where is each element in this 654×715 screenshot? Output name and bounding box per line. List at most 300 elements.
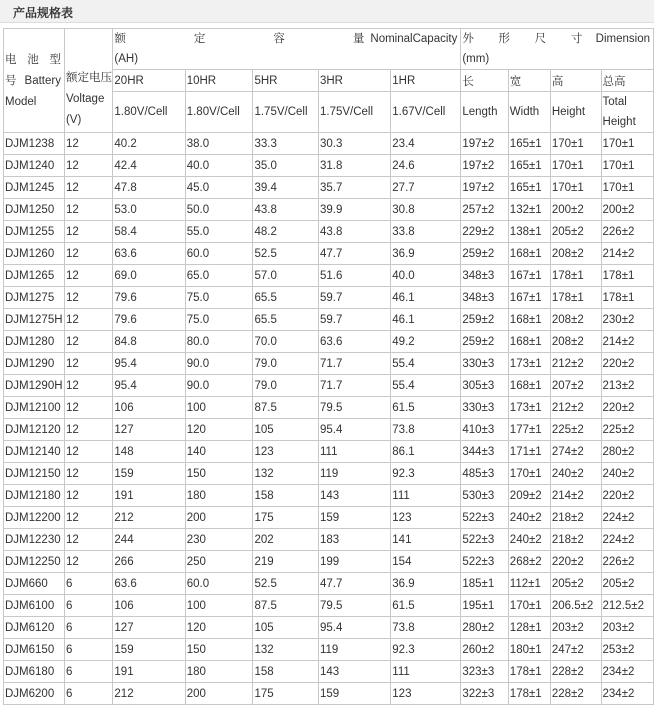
cell-cap-3hr: 199 [318,551,390,573]
cell-width: 170±1 [508,463,550,485]
cell-cap-3hr: 143 [318,661,390,683]
cell-height: 212±2 [550,397,601,419]
cell-cap-5hr: 175 [253,507,319,529]
cell-cap-10hr: 150 [185,463,253,485]
cell-cap-20hr: 191 [113,661,185,683]
cell-voltage: 6 [64,683,112,705]
cell-cap-1hr: 49.2 [391,331,461,353]
dim-width-cn: 宽 [508,70,550,92]
cell-cap-20hr: 159 [113,463,185,485]
cell-cap-10hr: 230 [185,529,253,551]
cell-cap-3hr: 51.6 [318,265,390,287]
cell-cap-5hr: 57.0 [253,265,319,287]
cell-length: 323±3 [461,661,508,683]
cell-cap-5hr: 219 [253,551,319,573]
cell-length: 229±2 [461,221,508,243]
cell-length: 410±3 [461,419,508,441]
cell-cap-5hr: 35.0 [253,155,319,177]
cell-model: DJM1290 [4,353,65,375]
cell-height: 212±2 [550,353,601,375]
table-row [4,375,654,397]
table-row [4,551,654,573]
cell-length: 344±3 [461,441,508,463]
cell-total-height: 253±2 [601,639,653,661]
cell-cap-3hr: 183 [318,529,390,551]
cell-length: 197±2 [461,155,508,177]
cell-model: DJM1255 [4,221,65,243]
cell-cap-10hr: 150 [185,639,253,661]
cell-cap-10hr: 45.0 [185,177,253,199]
cell-cap-20hr: 79.6 [113,309,185,331]
cell-cap-3hr: 79.5 [318,595,390,617]
cell-cap-3hr: 71.7 [318,353,390,375]
cell-cap-10hr: 60.0 [185,243,253,265]
cell-cap-3hr: 159 [318,507,390,529]
cell-voltage: 6 [64,639,112,661]
cell-cap-3hr: 111 [318,441,390,463]
cell-cap-10hr: 100 [185,397,253,419]
cell-width: 173±1 [508,397,550,419]
cell-height: 274±2 [550,441,601,463]
cell-total-height: 234±2 [601,661,653,683]
cell-width: 168±1 [508,375,550,397]
table-row [4,441,654,463]
cutoff-20hr: 1.80V/Cell [113,92,185,133]
cell-height: 240±2 [550,463,601,485]
cell-cap-1hr: 46.1 [391,287,461,309]
cell-cap-1hr: 73.8 [391,419,461,441]
cell-total-height: 170±1 [601,177,653,199]
cell-cap-1hr: 111 [391,661,461,683]
cell-cap-3hr: 31.8 [318,155,390,177]
cell-total-height: 203±2 [601,617,653,639]
cell-total-height: 213±2 [601,375,653,397]
cell-voltage: 12 [64,353,112,375]
cell-cap-20hr: 84.8 [113,331,185,353]
cell-model: DJM12100 [4,397,65,419]
cell-cap-20hr: 63.6 [113,573,185,595]
cell-voltage: 12 [64,397,112,419]
cutoff-1hr: 1.67V/Cell [391,92,461,133]
table-row [4,463,654,485]
cell-model: DJM12230 [4,529,65,551]
cell-cap-20hr: 212 [113,507,185,529]
table-row [4,595,654,617]
rate-10hr: 10HR [185,70,253,92]
cell-cap-10hr: 75.0 [185,287,253,309]
cell-cap-20hr: 47.8 [113,177,185,199]
cell-height: 170±1 [550,155,601,177]
cell-voltage: 6 [64,661,112,683]
cell-cap-10hr: 120 [185,419,253,441]
model-header-en: Model [5,96,37,108]
cell-cap-3hr: 63.6 [318,331,390,353]
cell-height: 203±2 [550,617,601,639]
cell-cap-20hr: 244 [113,529,185,551]
dim-length-cn: 长 [461,70,508,92]
rate-5hr: 5HR [253,70,319,92]
cell-total-height: 280±2 [601,441,653,463]
cell-cap-20hr: 40.2 [113,133,185,155]
cell-width: 165±1 [508,177,550,199]
table-row [4,661,654,683]
cell-cap-20hr: 69.0 [113,265,185,287]
cell-cap-5hr: 123 [253,441,319,463]
voltage-header: 额定电压 Voltage (V) [64,29,112,133]
cell-cap-5hr: 65.5 [253,287,319,309]
cell-cap-3hr: 47.7 [318,243,390,265]
cell-length: 259±2 [461,331,508,353]
cell-cap-5hr: 39.4 [253,177,319,199]
cell-voltage: 12 [64,463,112,485]
cell-model: DJM12140 [4,441,65,463]
cell-cap-1hr: 61.5 [391,595,461,617]
cell-length: 348±3 [461,287,508,309]
cell-cap-5hr: 202 [253,529,319,551]
model-header [4,29,65,133]
rate-3hr: 3HR [318,70,390,92]
dim-height-en: Height [550,92,601,133]
cell-width: 112±1 [508,573,550,595]
table-row [4,221,654,243]
cell-length: 280±2 [461,617,508,639]
cell-width: 177±1 [508,419,550,441]
cell-cap-5hr: 48.2 [253,221,319,243]
cell-length: 330±3 [461,397,508,419]
cell-cap-3hr: 59.7 [318,309,390,331]
cell-cap-10hr: 200 [185,507,253,529]
cell-cap-1hr: 123 [391,507,461,529]
cell-cap-10hr: 100 [185,595,253,617]
cell-model: DJM1240 [4,155,65,177]
cell-cap-20hr: 42.4 [113,155,185,177]
cell-height: 247±2 [550,639,601,661]
cell-cap-3hr: 119 [318,639,390,661]
cell-total-height: 240±2 [601,463,653,485]
cell-cap-5hr: 33.3 [253,133,319,155]
cell-length: 197±2 [461,177,508,199]
model-header-mixed: 号 Battery [5,75,61,87]
cell-length: 185±1 [461,573,508,595]
cell-total-height: 205±2 [601,573,653,595]
cell-total-height: 224±2 [601,507,653,529]
cell-width: 167±1 [508,287,550,309]
cell-cap-20hr: 53.0 [113,199,185,221]
dim-length-en: Length [461,92,508,133]
cell-cap-10hr: 250 [185,551,253,573]
cell-voltage: 12 [64,485,112,507]
cell-cap-1hr: 36.9 [391,573,461,595]
cell-cap-10hr: 80.0 [185,331,253,353]
cell-length: 195±1 [461,595,508,617]
cell-cap-20hr: 95.4 [113,375,185,397]
cell-cap-20hr: 95.4 [113,353,185,375]
cell-width: 171±1 [508,441,550,463]
cell-total-height: 170±1 [601,133,653,155]
cell-total-height: 234±2 [601,683,653,705]
cell-height: 228±2 [550,661,601,683]
dim-width-en: Width [508,92,550,133]
cell-cap-5hr: 105 [253,419,319,441]
cell-cap-1hr: 27.7 [391,177,461,199]
cell-height: 178±1 [550,287,601,309]
table-row [4,309,654,331]
table-row [4,177,654,199]
rate-20hr: 20HR [113,70,185,92]
cell-voltage: 12 [64,155,112,177]
cell-cap-20hr: 127 [113,419,185,441]
cell-total-height: 230±2 [601,309,653,331]
cell-voltage: 12 [64,133,112,155]
cell-cap-20hr: 212 [113,683,185,705]
cell-voltage: 12 [64,551,112,573]
cell-height: 208±2 [550,243,601,265]
cell-cap-20hr: 79.6 [113,287,185,309]
cell-length: 260±2 [461,639,508,661]
cell-cap-10hr: 65.0 [185,265,253,287]
cell-cap-20hr: 266 [113,551,185,573]
table-row [4,243,654,265]
cell-length: 305±3 [461,375,508,397]
cell-model: DJM6180 [4,661,65,683]
cell-cap-10hr: 90.0 [185,353,253,375]
cell-height: 170±1 [550,177,601,199]
cell-model: DJM1250 [4,199,65,221]
cell-width: 178±1 [508,683,550,705]
cell-width: 165±1 [508,155,550,177]
cell-model: DJM12200 [4,507,65,529]
cell-height: 205±2 [550,221,601,243]
cell-width: 138±1 [508,221,550,243]
cell-cap-5hr: 70.0 [253,331,319,353]
cell-cap-5hr: 87.5 [253,397,319,419]
table-row [4,639,654,661]
cell-cap-3hr: 95.4 [318,617,390,639]
cell-width: 209±2 [508,485,550,507]
cell-cap-3hr: 79.5 [318,397,390,419]
dim-total-height-cn: 总高 [601,70,653,92]
cell-cap-10hr: 200 [185,683,253,705]
cutoff-3hr: 1.75V/Cell [318,92,390,133]
cell-cap-1hr: 55.4 [391,375,461,397]
cell-total-height: 178±1 [601,287,653,309]
cell-cap-1hr: 73.8 [391,617,461,639]
cell-voltage: 12 [64,177,112,199]
cell-cap-20hr: 58.4 [113,221,185,243]
table-row [4,287,654,309]
cell-model: DJM1275H [4,309,65,331]
cell-cap-1hr: 33.8 [391,221,461,243]
cell-voltage: 6 [64,617,112,639]
cell-cap-10hr: 120 [185,617,253,639]
cell-cap-1hr: 30.8 [391,199,461,221]
cell-cap-1hr: 40.0 [391,265,461,287]
cell-cap-5hr: 79.0 [253,375,319,397]
cell-cap-5hr: 132 [253,639,319,661]
cell-cap-5hr: 79.0 [253,353,319,375]
cell-total-height: 212.5±2 [601,595,653,617]
cell-model: DJM6150 [4,639,65,661]
cell-cap-10hr: 40.0 [185,155,253,177]
table-row [4,507,654,529]
cell-model: DJM12180 [4,485,65,507]
cell-cap-20hr: 191 [113,485,185,507]
cell-voltage: 12 [64,375,112,397]
cell-voltage: 12 [64,331,112,353]
cell-height: 220±2 [550,551,601,573]
cell-cap-1hr: 61.5 [391,397,461,419]
cell-voltage: 12 [64,529,112,551]
cell-model: DJM6120 [4,617,65,639]
capacity-header: 额 定 容 量 Nominal Capacity (AH) [113,29,461,70]
table-row [4,617,654,639]
cell-length: 259±2 [461,309,508,331]
cell-height: 170±1 [550,133,601,155]
cell-width: 268±2 [508,551,550,573]
cell-length: 348±3 [461,265,508,287]
cell-voltage: 12 [64,309,112,331]
cell-total-height: 224±2 [601,529,653,551]
cell-cap-1hr: 23.4 [391,133,461,155]
cell-cap-5hr: 87.5 [253,595,319,617]
table-row [4,485,654,507]
cell-cap-3hr: 71.7 [318,375,390,397]
cell-total-height: 214±2 [601,331,653,353]
cell-total-height: 226±2 [601,221,653,243]
cell-voltage: 12 [64,507,112,529]
cell-cap-5hr: 65.5 [253,309,319,331]
cell-total-height: 226±2 [601,551,653,573]
cell-model: DJM1245 [4,177,65,199]
cell-total-height: 214±2 [601,243,653,265]
cell-height: 206.5±2 [550,595,601,617]
cell-width: 170±1 [508,595,550,617]
cell-cap-3hr: 43.8 [318,221,390,243]
spec-table [3,28,654,705]
rate-1hr: 1HR [391,70,461,92]
cell-voltage: 12 [64,199,112,221]
cell-voltage: 12 [64,419,112,441]
cell-cap-1hr: 92.3 [391,639,461,661]
cell-model: DJM6100 [4,595,65,617]
table-row [4,397,654,419]
cell-cap-3hr: 119 [318,463,390,485]
cell-width: 132±1 [508,199,550,221]
cell-cap-5hr: 175 [253,683,319,705]
cell-model: DJM1238 [4,133,65,155]
cell-total-height: 170±1 [601,155,653,177]
cell-total-height: 178±1 [601,265,653,287]
dim-total-height-en: Total Height [601,92,653,133]
cell-height: 205±2 [550,573,601,595]
cell-model: DJM12250 [4,551,65,573]
cell-width: 128±1 [508,617,550,639]
cell-cap-10hr: 180 [185,661,253,683]
cell-cap-10hr: 75.0 [185,309,253,331]
cell-model: DJM1275 [4,287,65,309]
cell-cap-1hr: 92.3 [391,463,461,485]
cell-total-height: 220±2 [601,397,653,419]
table-row [4,331,654,353]
cell-voltage: 12 [64,441,112,463]
cell-height: 208±2 [550,309,601,331]
model-header-cn: 电 池 型 [5,54,61,66]
cell-length: 257±2 [461,199,508,221]
cell-height: 228±2 [550,683,601,705]
cell-width: 165±1 [508,133,550,155]
cell-voltage: 12 [64,243,112,265]
cell-total-height: 225±2 [601,419,653,441]
cell-width: 168±1 [508,309,550,331]
cell-width: 168±1 [508,243,550,265]
page-title: 产品规格表 [13,6,74,20]
cell-height: 207±2 [550,375,601,397]
cell-length: 522±3 [461,529,508,551]
cell-voltage: 12 [64,221,112,243]
cell-cap-5hr: 52.5 [253,573,319,595]
cell-length: 485±3 [461,463,508,485]
cell-width: 168±1 [508,331,550,353]
cell-height: 225±2 [550,419,601,441]
table-row [4,529,654,551]
cutoff-10hr: 1.80V/Cell [185,92,253,133]
cell-cap-5hr: 158 [253,661,319,683]
cell-cap-1hr: 36.9 [391,243,461,265]
cell-length: 522±3 [461,507,508,529]
cell-cap-1hr: 86.1 [391,441,461,463]
table-row [4,683,654,705]
table-row [4,133,654,155]
cell-cap-10hr: 140 [185,441,253,463]
table-row [4,199,654,221]
cell-width: 240±2 [508,529,550,551]
cutoff-5hr: 1.75V/Cell [253,92,319,133]
cell-voltage: 12 [64,265,112,287]
cell-cap-5hr: 105 [253,617,319,639]
cell-voltage: 6 [64,573,112,595]
cell-cap-20hr: 127 [113,617,185,639]
cell-total-height: 220±2 [601,353,653,375]
cell-width: 178±1 [508,661,550,683]
cell-cap-10hr: 90.0 [185,375,253,397]
cell-width: 240±2 [508,507,550,529]
cell-width: 173±1 [508,353,550,375]
cell-cap-10hr: 180 [185,485,253,507]
cell-model: DJM6200 [4,683,65,705]
cell-total-height: 200±2 [601,199,653,221]
cell-height: 200±2 [550,199,601,221]
cell-width: 167±1 [508,265,550,287]
cell-model: DJM1290H [4,375,65,397]
cell-cap-1hr: 123 [391,683,461,705]
cell-cap-20hr: 159 [113,639,185,661]
dimension-header: 外 形 尺 寸 Dimension (mm) [461,29,654,70]
cell-height: 218±2 [550,529,601,551]
cell-height: 214±2 [550,485,601,507]
cell-cap-1hr: 111 [391,485,461,507]
cell-voltage: 6 [64,595,112,617]
cell-cap-10hr: 55.0 [185,221,253,243]
cell-cap-5hr: 52.5 [253,243,319,265]
cell-cap-3hr: 143 [318,485,390,507]
cell-length: 330±3 [461,353,508,375]
cell-length: 197±2 [461,133,508,155]
table-row [4,353,654,375]
cell-cap-1hr: 141 [391,529,461,551]
cell-cap-5hr: 43.8 [253,199,319,221]
cell-model: DJM1280 [4,331,65,353]
cell-length: 522±3 [461,551,508,573]
